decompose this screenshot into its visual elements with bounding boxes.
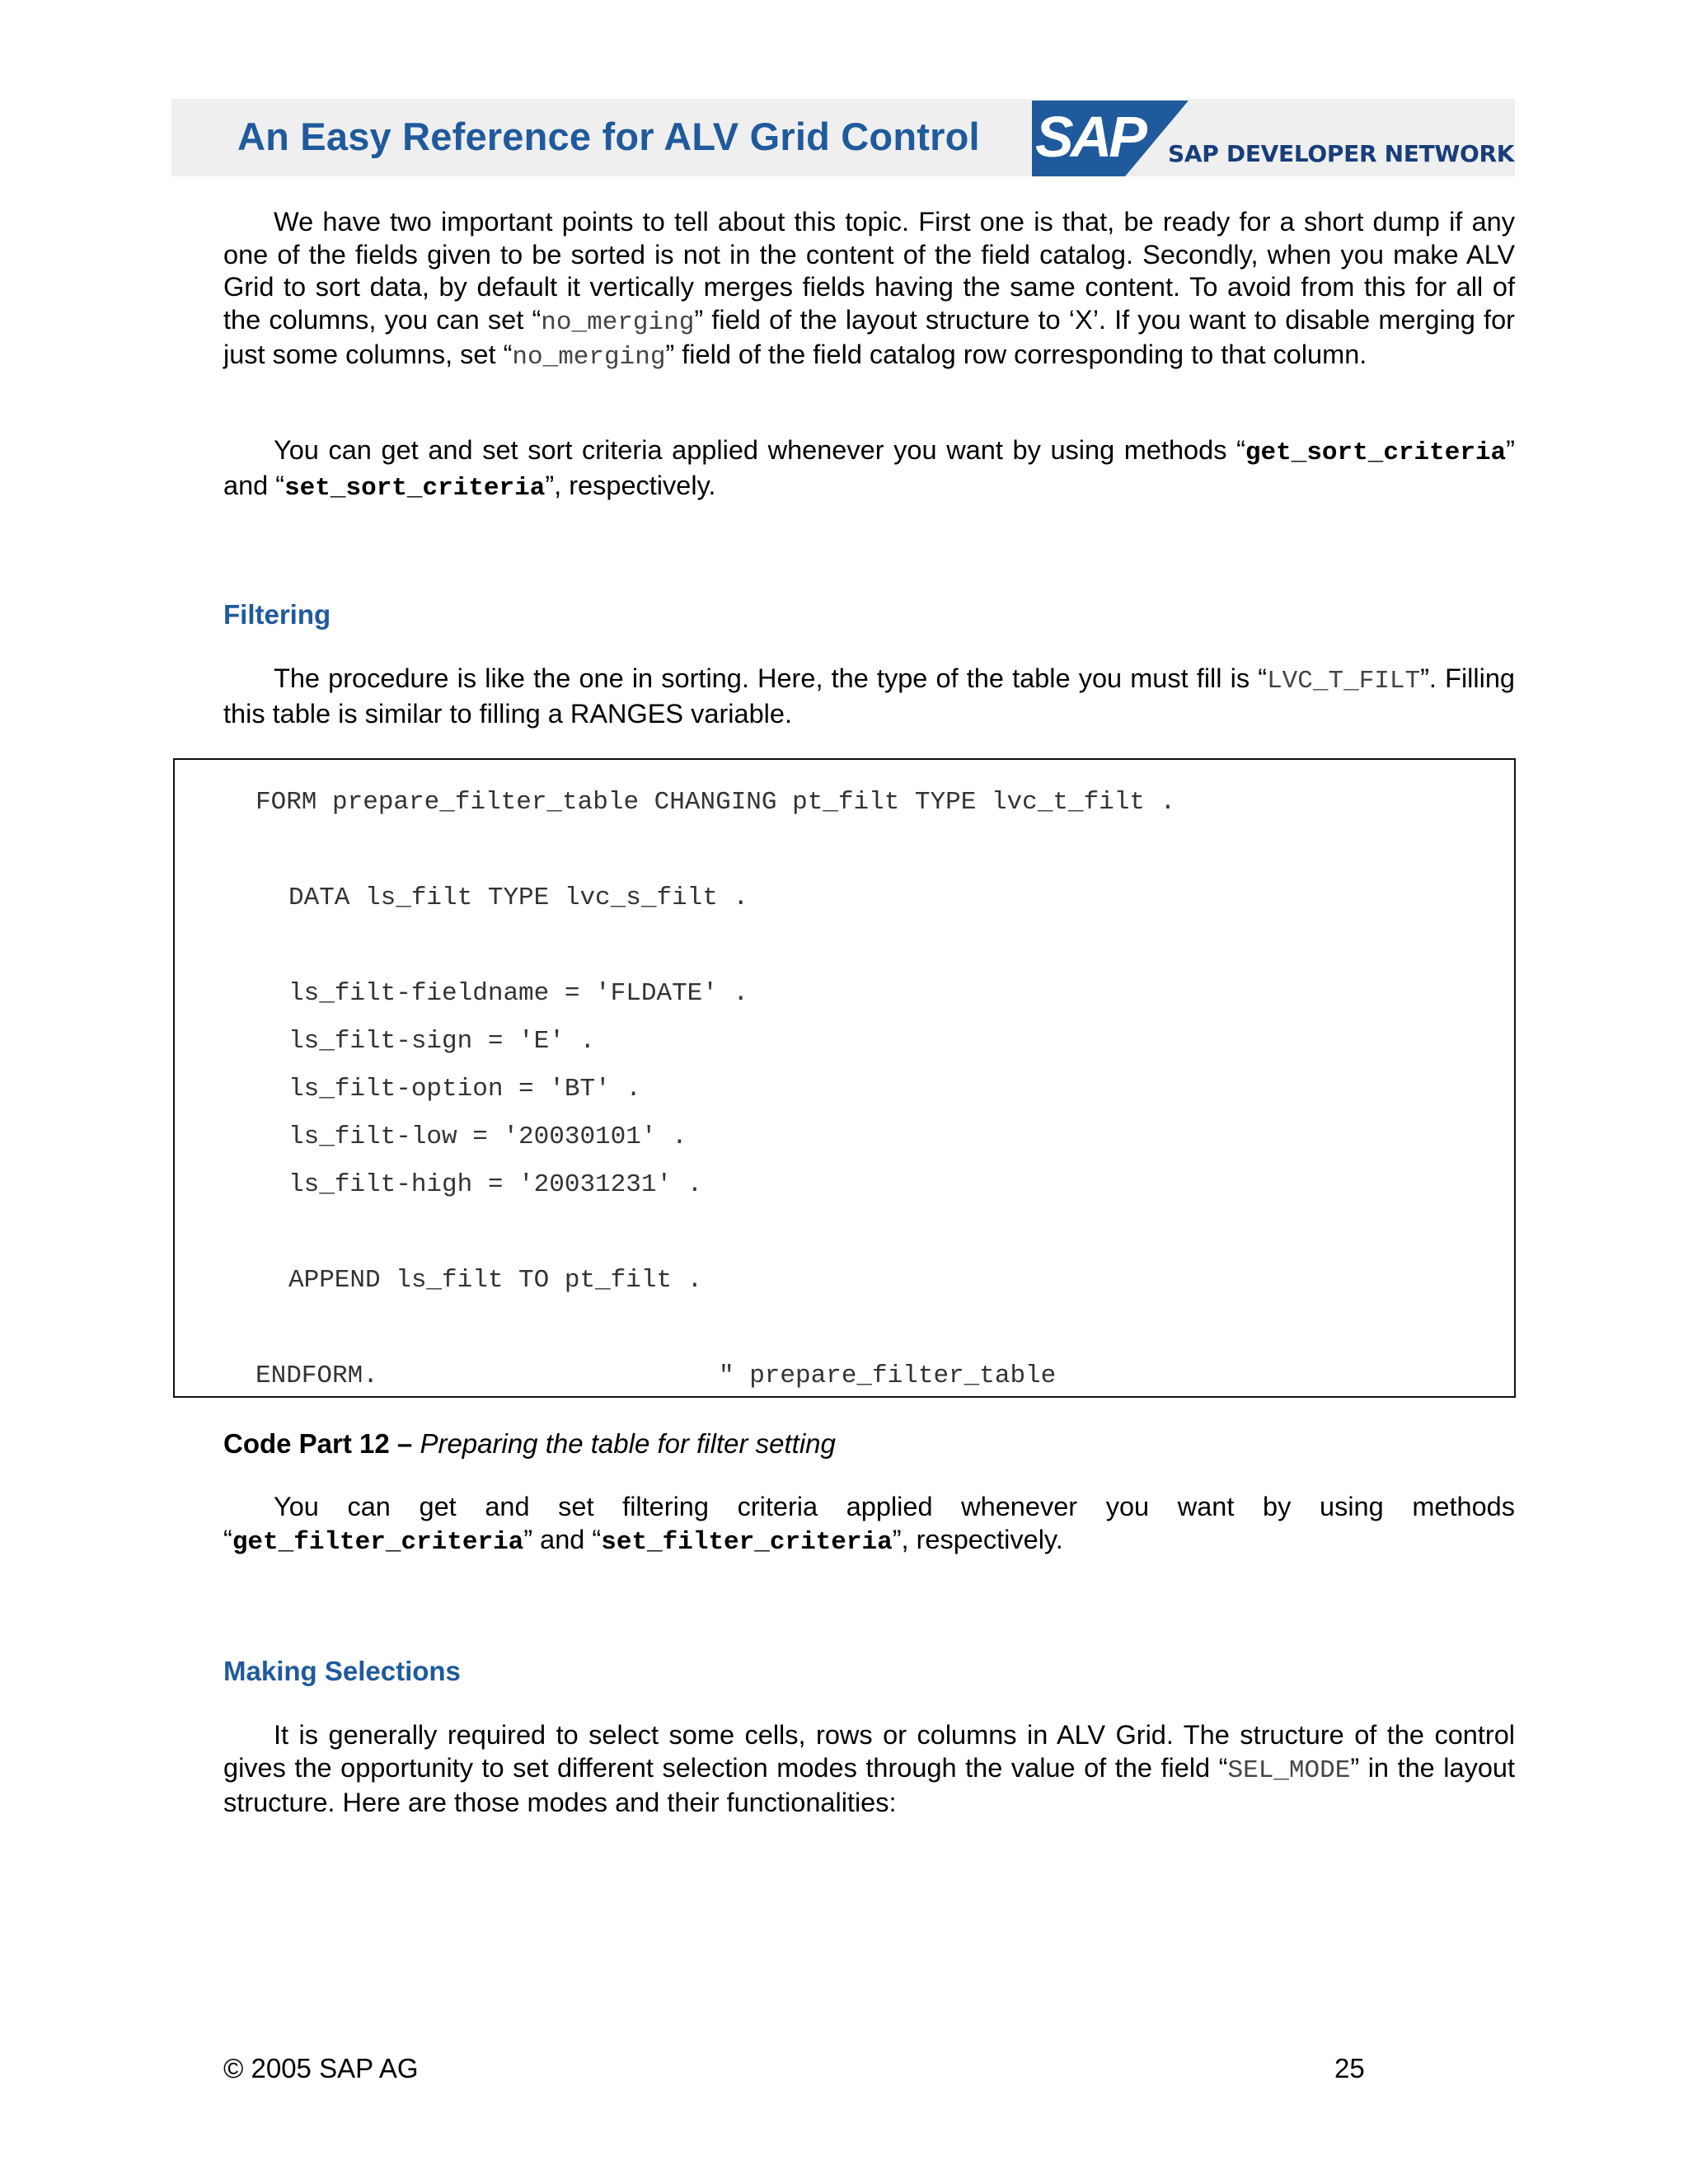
text-run: You can get and set filtering criteria applied whenever you want by using methods “ [223, 1492, 1515, 1554]
method-name: set_sort_criteria [284, 473, 546, 503]
text-run: ”. Filling this table is similar to filling a RANGES variable. [223, 663, 1515, 729]
developer-network-label: SAP DEVELOPER NETWORK [1168, 140, 1515, 167]
caption-label: Code Part 12 – [223, 1428, 420, 1459]
text-run: ”, respectively. [892, 1524, 1063, 1554]
text-run: ” field of the layout structure to ‘X’. If you want to disable merging for just some columns, set “ [223, 304, 1515, 369]
method-name: set_filter_criteria [601, 1527, 893, 1557]
selections-paragraph [223, 1719, 1515, 1820]
section-heading-filtering: Filtering [223, 599, 331, 630]
filtering-paragraph [223, 663, 1515, 730]
text-run: ” field of the field catalog row corresponding to that column. [665, 340, 1367, 369]
code-line: ls_filt-sign = 'E' . [288, 1027, 596, 1056]
method-name: get_filter_criteria [232, 1527, 524, 1557]
sap-logo-text: SAP [1035, 105, 1144, 169]
method-name: get_sort_criteria [1245, 438, 1507, 467]
text-run: It is generally required to select some cells, rows or columns in ALV Grid. The structure of the control gives the opportunity to set different selection modes through the value of the field “ [223, 1720, 1515, 1783]
text-run: ” in the layout structure. Here are those modes and their functionalities: [223, 1752, 1515, 1817]
filter-criteria-paragraph [223, 1491, 1515, 1558]
inline-code: LVC_T_FILT [1267, 667, 1421, 696]
intro-paragraph [223, 206, 1515, 374]
code-block [173, 758, 1516, 1398]
code-line: DATA ls_filt TYPE lvc_s_filt . [288, 883, 749, 912]
code-line: ls_filt-fieldname = 'FLDATE' . [288, 979, 749, 1008]
code-line: APPEND ls_filt TO pt_filt . [288, 1266, 703, 1295]
text-run: You can get and set sort criteria applied whenever you want by using methods “ [274, 435, 1245, 465]
code-line: ls_filt-option = 'BT' . [288, 1075, 641, 1104]
code-line: ls_filt-high = '20031231' . [288, 1170, 703, 1199]
code-caption [223, 1428, 836, 1460]
text-run: ” and “ [523, 1524, 602, 1554]
code-line: FORM prepare_filter_table CHANGING pt_filt TYPE lvc_t_filt . [256, 788, 1176, 817]
text-run: ”, respectively. [545, 470, 716, 500]
inline-code: SEL_MODE [1227, 1755, 1351, 1785]
inline-code: no_merging [541, 307, 695, 337]
section-heading-making-selections: Making Selections [223, 1656, 461, 1686]
sort-criteria-paragraph [223, 434, 1515, 504]
sap-logo [1032, 101, 1189, 176]
text-run: ” and “ [223, 435, 1515, 500]
footer-copyright: © 2005 SAP AG [223, 2053, 419, 2083]
code-line: ls_filt-low = '20030101' . [288, 1122, 687, 1151]
text-run: The procedure is like the one in sorting. Here, the type of the table you must fill is “ [274, 663, 1268, 693]
code-line: ENDFORM. [256, 1361, 378, 1390]
text-run: We have two important points to tell about this topic. First one is that, be ready for a short dump if any one of the fields given to be sorted is not in the content of the field catalog. Secondly, when you make ALV Grid to sort data, by default it vertically merges fields having the same content. To avoid from this for all of the columns, you can set “ [223, 207, 1515, 335]
caption-description: Preparing the table for filter setting [420, 1428, 836, 1459]
code-comment: " prepare_filter_table [719, 1361, 1057, 1390]
document-title: An Easy Reference for ALV Grid Control [237, 115, 980, 158]
footer-page-number: 25 [1334, 2053, 1365, 2083]
inline-code: no_merging [512, 343, 666, 372]
